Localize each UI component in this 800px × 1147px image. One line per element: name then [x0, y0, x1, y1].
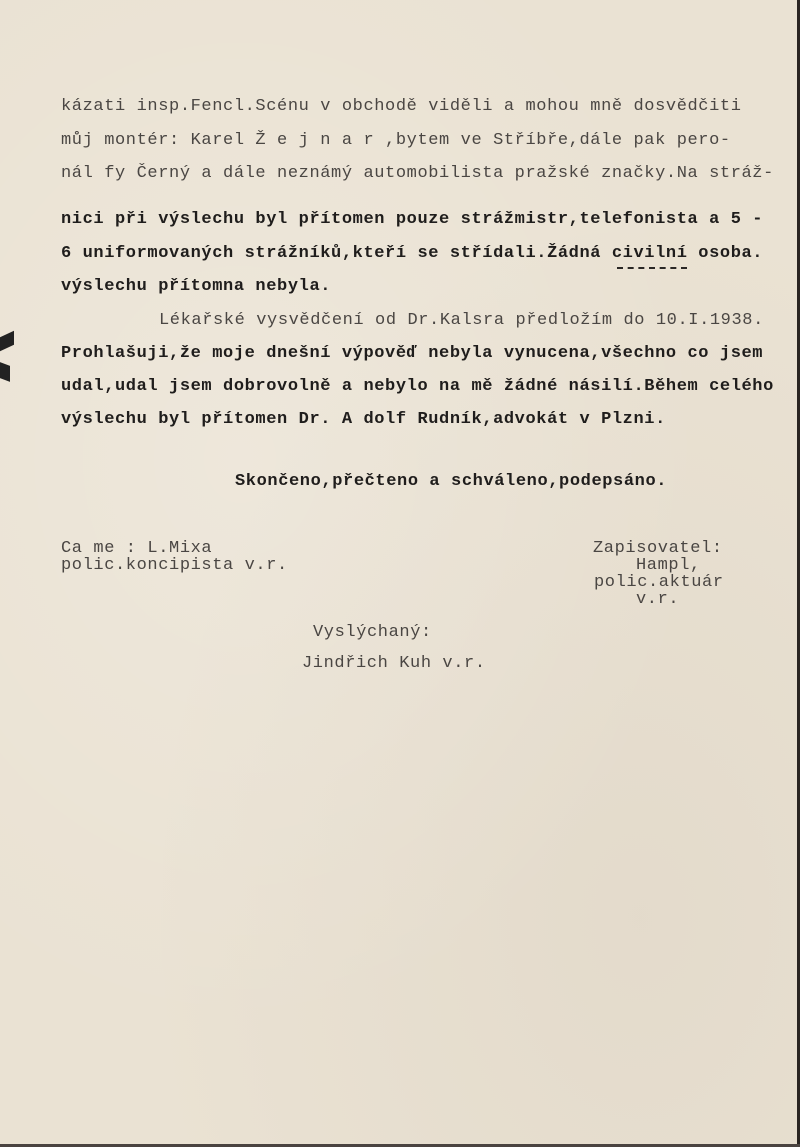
signature-left-line-1: Ca me : L.Mixa — [61, 539, 213, 558]
body-line-10: výslechu byl přítomen Dr. A dolf Rudník,advokát v Plzni. — [61, 410, 666, 429]
signature-center-line-2: Jindřich Kuh v.r. — [302, 654, 486, 673]
body-line-1: kázati insp.Fencl.Scénu v obchodě viděli a mohou mně dosvědčiti — [61, 97, 742, 116]
signature-left-line-2: polic.koncipista v.r. — [61, 556, 288, 575]
margin-mark — [0, 362, 10, 382]
body-line-4: nici při výslechu byl přítomen pouze strážmistr,telefonista a 5 - — [61, 210, 764, 229]
signature-right-line-1: Zapisovatel: — [593, 539, 723, 558]
body-line-5: 6 uniformovaných strážníků,kteří se střídali.Žádná civilní osoba. — [61, 244, 764, 263]
signature-center-line-1: Vyslýchaný: — [313, 623, 432, 642]
closing-line: Skončeno,přečteno a schváleno,podepsáno. — [235, 472, 668, 491]
signature-right-line-4: v.r. — [636, 590, 680, 609]
margin-mark — [0, 331, 14, 352]
body-line-2: můj montér: Karel Ž e j n a r ,bytem ve Stříbře,dále pak pero- — [61, 131, 731, 150]
body-line-7: Lékařské vysvědčení od Dr.Kalsra předložím do 10.I.1938. — [159, 311, 764, 330]
body-line-6: výslechu přítomna nebyla. — [61, 277, 332, 296]
body-line-8: Prohlašuji,že moje dnešní výpověď nebyla vynucena,všechno co jsem — [61, 344, 764, 363]
civilni-underline — [617, 267, 687, 269]
body-line-3: nál fy Černý a dále neznámý automobilista pražské značky.Na stráž- — [61, 164, 774, 183]
signature-right-line-3: polic.aktuár — [594, 573, 724, 592]
body-line-9: udal,udal jsem dobrovolně a nebylo na mě žádné násilí.Během celého — [61, 377, 774, 396]
signature-right-line-2: Hampl, — [636, 556, 701, 575]
